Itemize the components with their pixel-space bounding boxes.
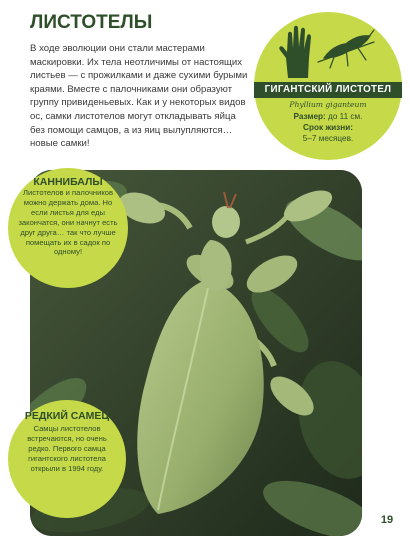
- cannibals-note: [8, 168, 128, 288]
- badge-latin-name: Phyllium giganteum: [289, 100, 367, 109]
- badge-life-value: 5–7 месяцев.: [302, 134, 354, 143]
- page-title: ЛИСТОТЕЛЫ: [30, 12, 153, 33]
- cannibals-title: КАННИБАЛЫ: [33, 176, 103, 188]
- hand-scale-icon: [274, 24, 382, 78]
- badge-size-label: Размер:: [293, 112, 326, 121]
- species-badge: [254, 12, 402, 160]
- page-number: 19: [380, 514, 394, 526]
- intro-text: В ходе эволюции они стали мастерами маскировки. Их тела неотличимы от настоящих листьев — с прожилками и даже сухими бурыми краями. Вместе с палочниками они образуют группу привиденьевых. Как и у некоторых видов ос, самки листотелов могут откладывать яйца без помощи самцов, а из яиц вылупляются… новые самки!: [30, 43, 248, 150]
- badge-title-bar: ГИГАНТСКИЙ ЛИСТОТЕЛ: [254, 82, 402, 98]
- badge-life-label: Срок жизни:: [303, 123, 353, 132]
- cannibals-text: Листотелов и палочников можно держать дома. Но если листья для еды закончатся, они начнут есть друг друга… так что лучше помещать их в садок по одному!: [18, 188, 118, 257]
- badge-size: [254, 112, 402, 121]
- rare-male-text: Самцы листотелов встречаются, но очень редко. Первого самца гигантского листотела открыли в 1994 году.: [27, 424, 107, 473]
- rare-male-note: [8, 400, 126, 518]
- badge-size-value: до 11 см.: [328, 112, 363, 121]
- rare-male-title: РЕДКИЙ САМЕЦ: [24, 410, 110, 422]
